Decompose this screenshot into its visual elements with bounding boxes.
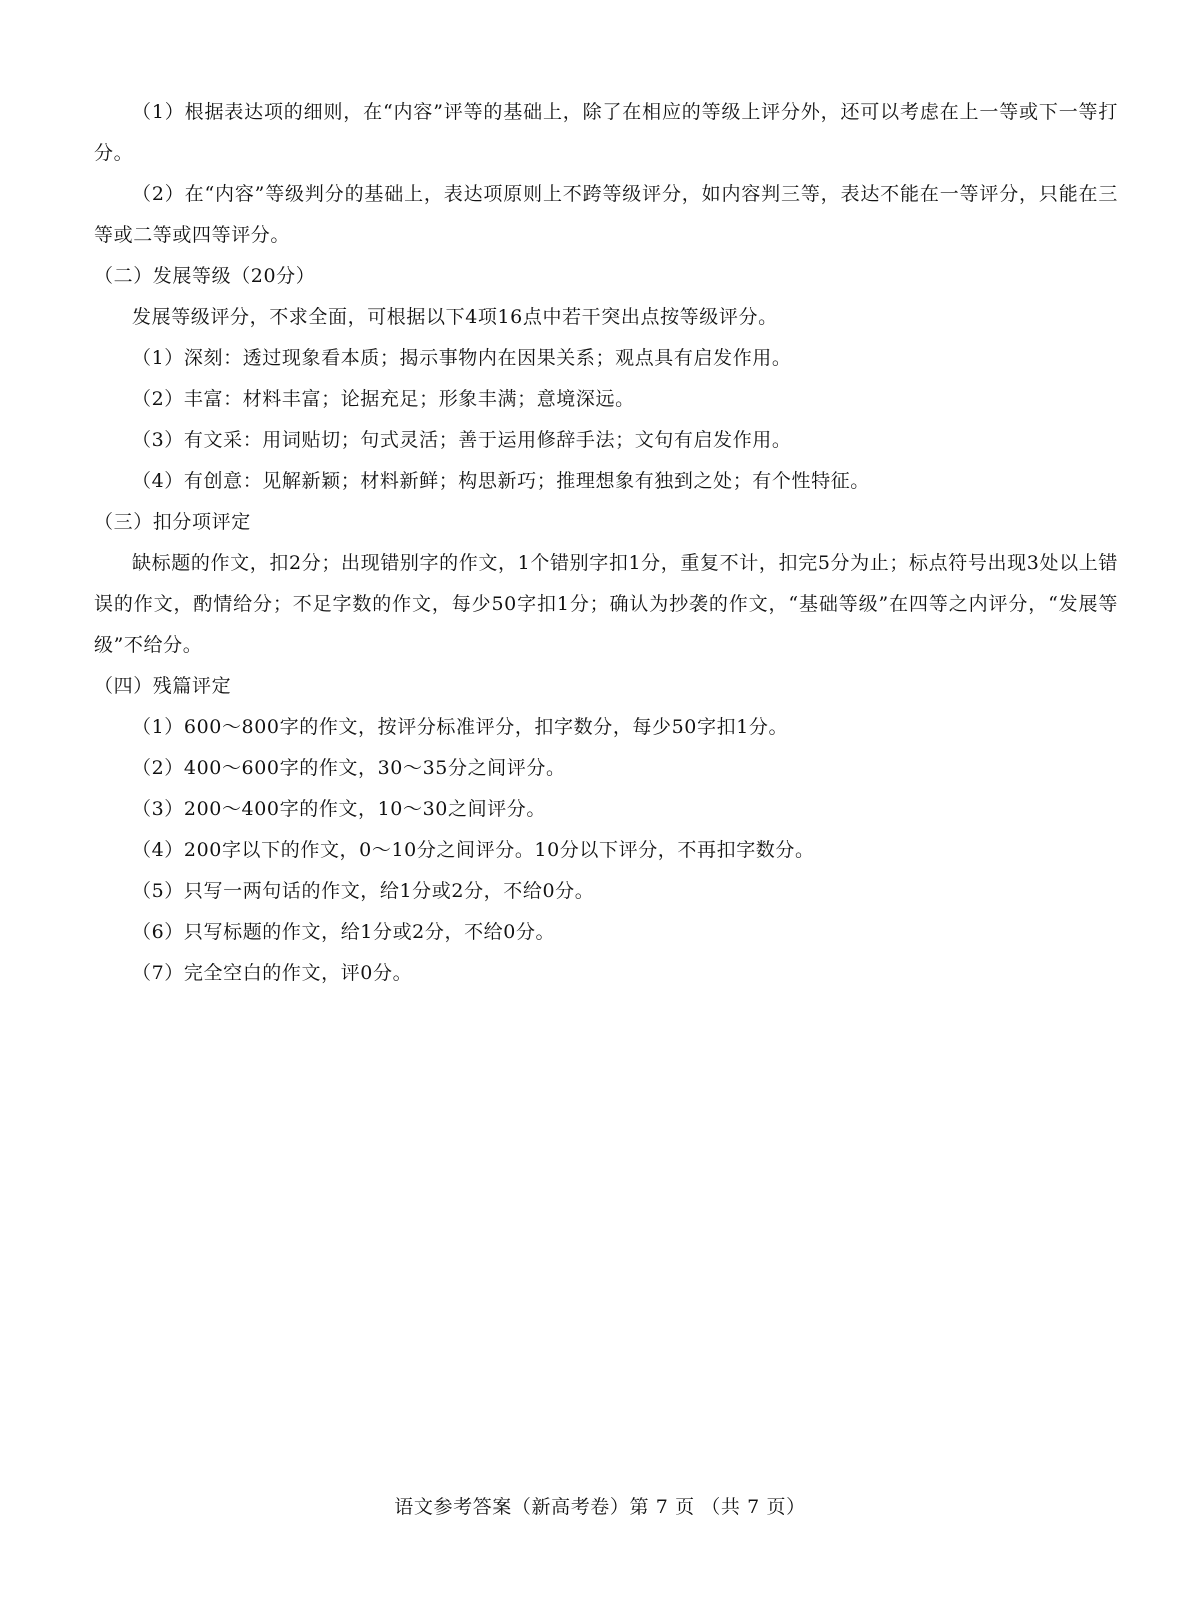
paragraph-expression-rule-1: （1）根据表达项的细则，在“内容”评等的基础上，除了在相应的等级上评分外，还可以考虑在上一等或下一等打分。 [94,101,1118,164]
paragraph-incomplete-rule-5: （5）只写一两句话的作文，给1分或2分，不给0分。 [132,880,595,902]
document-body [94,92,1118,994]
paragraph-incomplete-rule-6: （6）只写标题的作文，给1分或2分，不给0分。 [132,921,556,943]
paragraph-development-richness: （2）丰富：材料丰富；论据充足；形象丰满；意境深远。 [132,388,635,410]
paragraph-incomplete-rule-1: （1）600～800字的作文，按评分标准评分，扣字数分，每少50字扣1分。 [132,716,789,738]
paragraph-incomplete-rule-2: （2）400～600字的作文，30～35分之间评分。 [132,757,566,779]
section-heading-deductions: （三）扣分项评定 [94,511,251,533]
paragraph-deduction-rules: 缺标题的作文，扣2分；出现错别字的作文，1个错别字扣1分，重复不计，扣完5分为止；标点符号出现3处以上错误的作文，酌情给分；不足字数的作文，每少50字扣1分；确认为抄袭的作文，“基础等级”在四等之内评分，“发展等级”不给分。 [94,552,1118,656]
paragraph-development-depth: （1）深刻：透过现象看本质；揭示事物内在因果关系；观点具有启发作用。 [132,347,792,369]
paragraph-incomplete-rule-3: （3）200～400字的作文，10～30之间评分。 [132,798,546,820]
paragraph-development-creativity: （4）有创意：见解新颖；材料新鲜；构思新巧；推理想象有独到之处；有个性特征。 [132,470,870,492]
paragraph-development-style: （3）有文采：用词贴切；句式灵活；善于运用修辞手法；文句有启发作用。 [132,429,792,451]
paragraph-expression-rule-2: （2）在“内容”等级判分的基础上，表达项原则上不跨等级评分，如内容判三等，表达不能在一等评分，只能在三等或二等或四等评分。 [94,183,1118,246]
paragraph-development-intro: 发展等级评分，不求全面，可根据以下4项16点中若干突出点按等级评分。 [132,306,778,328]
page-footer: 语文参考答案（新高考卷）第 7 页 （共 7 页） [394,1496,806,1518]
section-heading-incomplete-essays: （四）残篇评定 [94,675,232,697]
paragraph-incomplete-rule-7: （7）完全空白的作文，评0分。 [132,962,413,984]
section-heading-development-level: （二）发展等级（20分） [94,265,316,287]
paragraph-incomplete-rule-4: （4）200字以下的作文，0～10分之间评分。10分以下评分，不再扣字数分。 [132,839,815,861]
